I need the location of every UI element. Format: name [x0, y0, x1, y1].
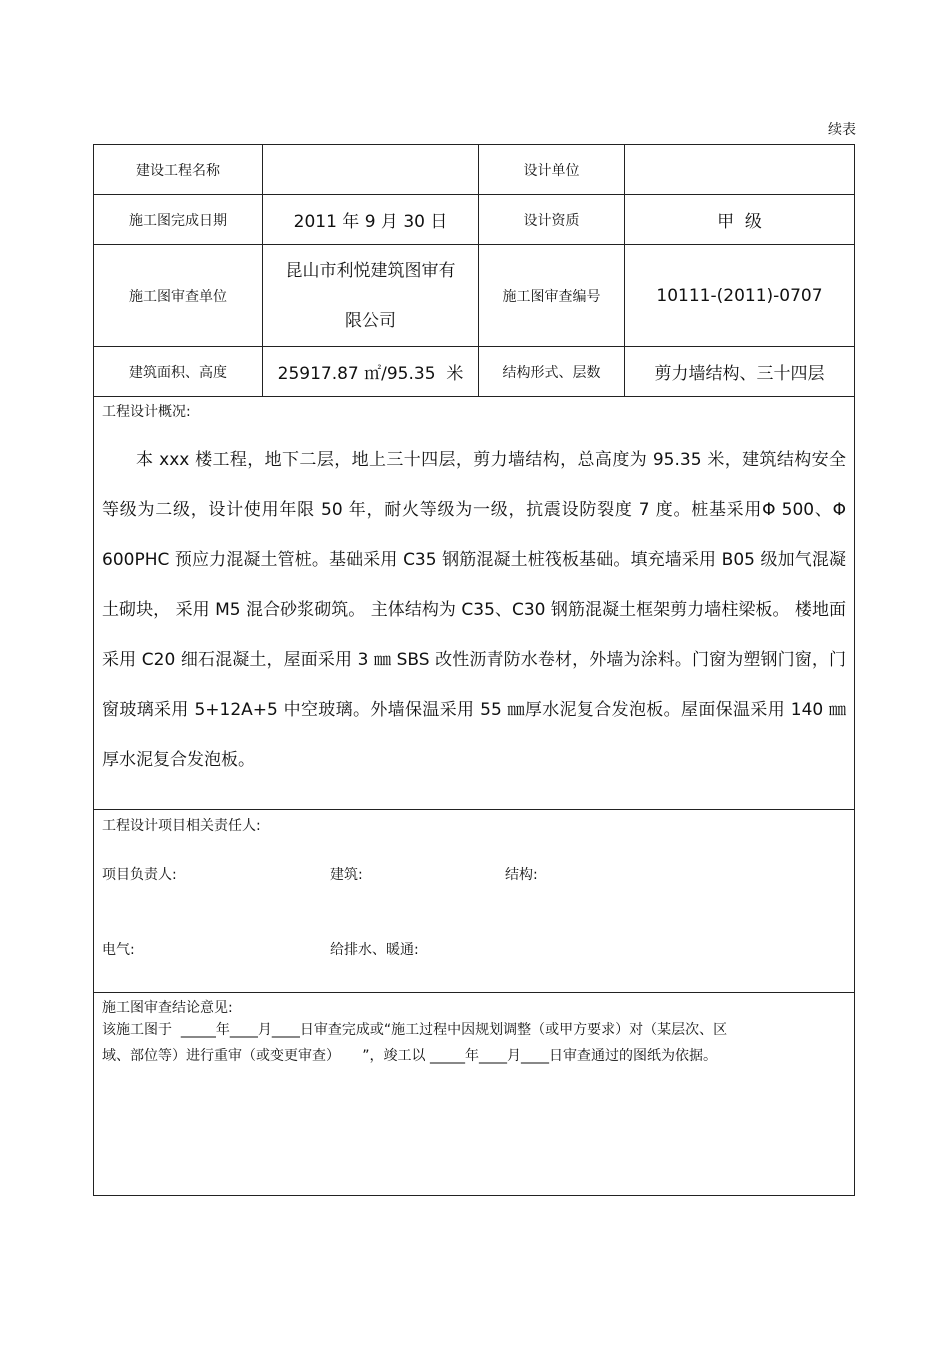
- architecture-label: 建筑:: [330, 867, 363, 883]
- row-design-overview: [94, 397, 855, 810]
- responsible-persons-block: [94, 810, 854, 992]
- structure-type-label: 结构形式、层数: [479, 347, 625, 397]
- structure-type-value: 剪力墙结构、三十四层: [625, 347, 855, 397]
- design-qualification-label: 设计资质: [479, 195, 625, 245]
- review-number-label: 施工图审查编号: [479, 245, 625, 347]
- design-overview-section: [94, 397, 855, 810]
- review-unit-line2: 限公司: [345, 310, 396, 331]
- area-height-value: 25917.87 ㎡/95.35 米: [263, 347, 479, 397]
- review-conclusion-section: [94, 993, 855, 1196]
- row-project-name: [94, 145, 855, 195]
- responsible-persons-section: [94, 810, 855, 993]
- plumbing-hvac-label: 给排水、暖通:: [330, 942, 419, 958]
- review-unit-line1: 昆山市利悦建筑图审有: [285, 260, 456, 281]
- row-responsible-persons: [94, 810, 855, 993]
- responsible-title: 工程设计项目相关责任人:: [102, 818, 261, 834]
- project-lead-label: 项目负责人:: [102, 867, 177, 883]
- row-review-unit: [94, 245, 855, 347]
- row-completion-date: [94, 195, 855, 245]
- design-overview-body: [94, 421, 854, 785]
- review-conclusion-body: [94, 1017, 854, 1069]
- review-number-value: 10111-(2011)-0707: [625, 245, 855, 347]
- continued-label: 续表: [828, 122, 856, 138]
- design-unit-label: 设计单位: [479, 145, 625, 195]
- review-conclusion-line2: 域、部位等）进行重审（或变更审查） ”，竣工以 _____年____月____日审查通过的图纸为依据。: [102, 1048, 717, 1064]
- row-area-height: [94, 347, 855, 397]
- review-unit-value: [263, 245, 479, 347]
- review-unit-label: 施工图审查单位: [94, 245, 263, 347]
- review-form-table: [93, 144, 855, 1196]
- row-review-conclusion: [94, 993, 855, 1196]
- design-overview-title: 工程设计概况:: [102, 404, 191, 420]
- review-conclusion-title: 施工图审查结论意见:: [102, 1000, 233, 1016]
- completion-date-value: 2011 年 9 月 30 日: [263, 195, 479, 245]
- design-unit-value: [625, 145, 855, 195]
- review-conclusion-line1: 该施工图于 _____年____月____日审查完成或“施工过程中因规划调整（或甲方要求）对（某层次、区: [102, 1022, 728, 1038]
- design-overview-text: 本 xxx 楼工程，地下二层，地上三十四层，剪力墙结构，总高度为 95.35 米，建筑结构安全等级为二级，设计使用年限 50 年，耐火等级为一级，抗震设防裂度 7 度。桩基采用Φ 500、Φ 600PHC 预应力混凝土管桩。基础采用 C35 钢筋混凝土桩筏板基础。填充墙采用 B05 级加气混凝土砌块， 采用 M5 混合砂浆砌筑。 主体结构为 C35、C30 钢筋混凝土框架剪力墙柱梁板。 楼地面采用 C20 细石混凝土，屋面采用 3 ㎜ SBS 改性沥青防水卷材，外墙为涂料。门窗为塑钢门窗，门窗玻璃采用 5+12A+5 中空玻璃。外墙保温采用 55 ㎜厚水泥复合发泡板。屋面保温采用 140 ㎜厚水泥复合发泡板。: [102, 450, 846, 770]
- electrical-label: 电气:: [102, 942, 135, 958]
- design-qualification-value: 甲 级: [625, 195, 855, 245]
- structure-label: 结构:: [505, 867, 538, 883]
- area-height-label: 建筑面积、高度: [94, 347, 263, 397]
- project-name-label: 建设工程名称: [94, 145, 263, 195]
- project-name-value: [263, 145, 479, 195]
- completion-date-label: 施工图完成日期: [94, 195, 263, 245]
